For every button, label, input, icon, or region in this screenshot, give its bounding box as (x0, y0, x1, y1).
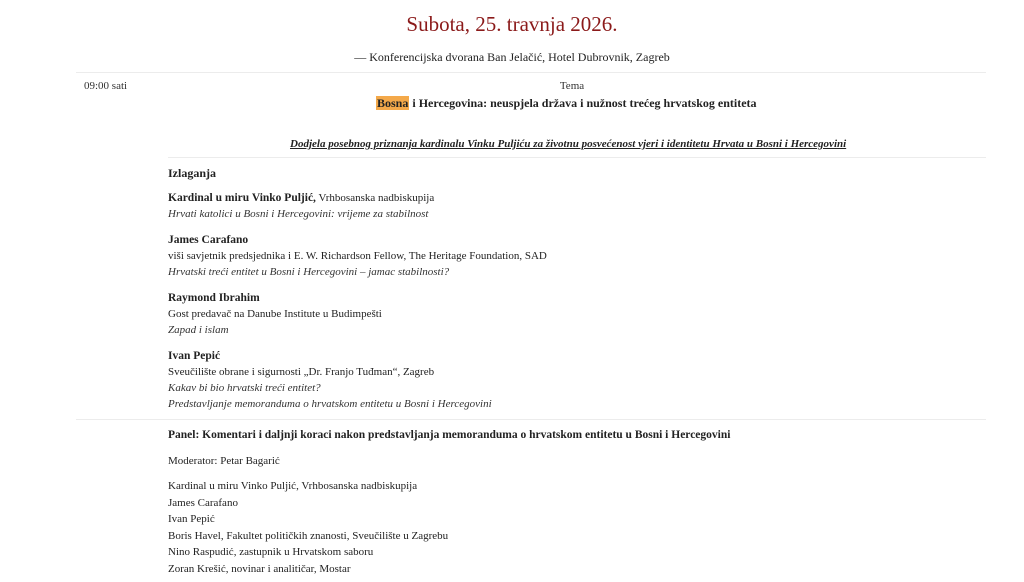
page-title: Subota, 25. travnja 2026. (406, 12, 618, 36)
panel-moderator: Moderator: Petar Bagarić (168, 455, 280, 467)
talk-topic: Hrvatski treći entitet u Bosni i Hercegovini – jamac stabilnosti? (168, 266, 450, 278)
speaker-affiliation: Vrhbosanska nadbiskupija (315, 192, 435, 204)
list-item: Nino Raspudić, zastupnik u Hrvatskom saboru (168, 546, 374, 558)
venue-line: — Konferencijska dvorana Ban Jelačić, Hotel Dubrovnik, Zagreb (354, 50, 670, 64)
divider (76, 72, 986, 73)
tema-title-rest: i Hercegovina: neuspjela država i nužnost trećeg hrvatskog entiteta (409, 96, 757, 110)
list-item: Kardinal u miru Vinko Puljić, Vrhbosanska nadbiskupija (168, 480, 418, 492)
speaker-entry (168, 348, 492, 412)
list-item: James Carafano (168, 496, 238, 509)
panel-participants (168, 478, 448, 577)
list-item: Boris Havel, Fakultet političkih znanosti, Sveučilište u Zagrebu (168, 529, 449, 542)
talk-topic: Kakav bi bio hrvatski treći entitet? (168, 382, 321, 394)
panel-section (168, 427, 730, 443)
tema-label: Tema (559, 80, 585, 92)
tema-title (376, 96, 757, 111)
speaker-name: James Carafano (168, 234, 249, 246)
award-link[interactable]: Dodjela posebnog priznanja kardinalu Vinku Puljiću za životnu posvećenost vjeri i identitetu Hrvata u Bosni i Hercegovini (290, 138, 847, 150)
speaker-entry (168, 290, 382, 338)
talks-section (168, 165, 216, 181)
list-item: Zoran Krešić, novinar i analitičar, Mostar (168, 562, 351, 575)
divider (168, 157, 986, 158)
talk-topic: Zapad i islam (168, 324, 229, 336)
talks-heading: Izlaganja (168, 166, 216, 180)
list-item: Ivan Pepić (168, 513, 215, 525)
speaker-name: Kardinal u miru Vinko Puljić, (168, 192, 316, 204)
speaker-affiliation: Sveučilište obrane i sigurnosti „Dr. Franjo Tuđman“, Zagreb (168, 366, 435, 378)
panel-title: Panel: Komentari i daljnji koraci nakon predstavljanja memoranduma o hrvatskom entitetu u Bosni i Hercegovini (168, 429, 731, 441)
speaker-entry (168, 190, 434, 222)
speaker-affiliation: viši savjetnik predsjednika i E. W. Richardson Fellow, The Heritage Foundation, SAD (168, 250, 547, 262)
speaker-name: Ivan Pepić (168, 350, 221, 362)
divider (76, 419, 986, 420)
speaker-name: Raymond Ibrahim (168, 292, 260, 304)
talk-topic: Hrvati katolici u Bosni i Hercegovini: vrijeme za stabilnost (168, 208, 429, 220)
speaker-affiliation: Gost predavač na Danube Institute u Budimpešti (168, 308, 382, 320)
speaker-entry (168, 232, 547, 280)
session-time: 09:00 sati (84, 80, 128, 92)
search-highlight: Bosna (377, 96, 409, 110)
talk-topic: Predstavljanje memoranduma o hrvatskom entitetu u Bosni i Hercegovini (168, 398, 492, 410)
